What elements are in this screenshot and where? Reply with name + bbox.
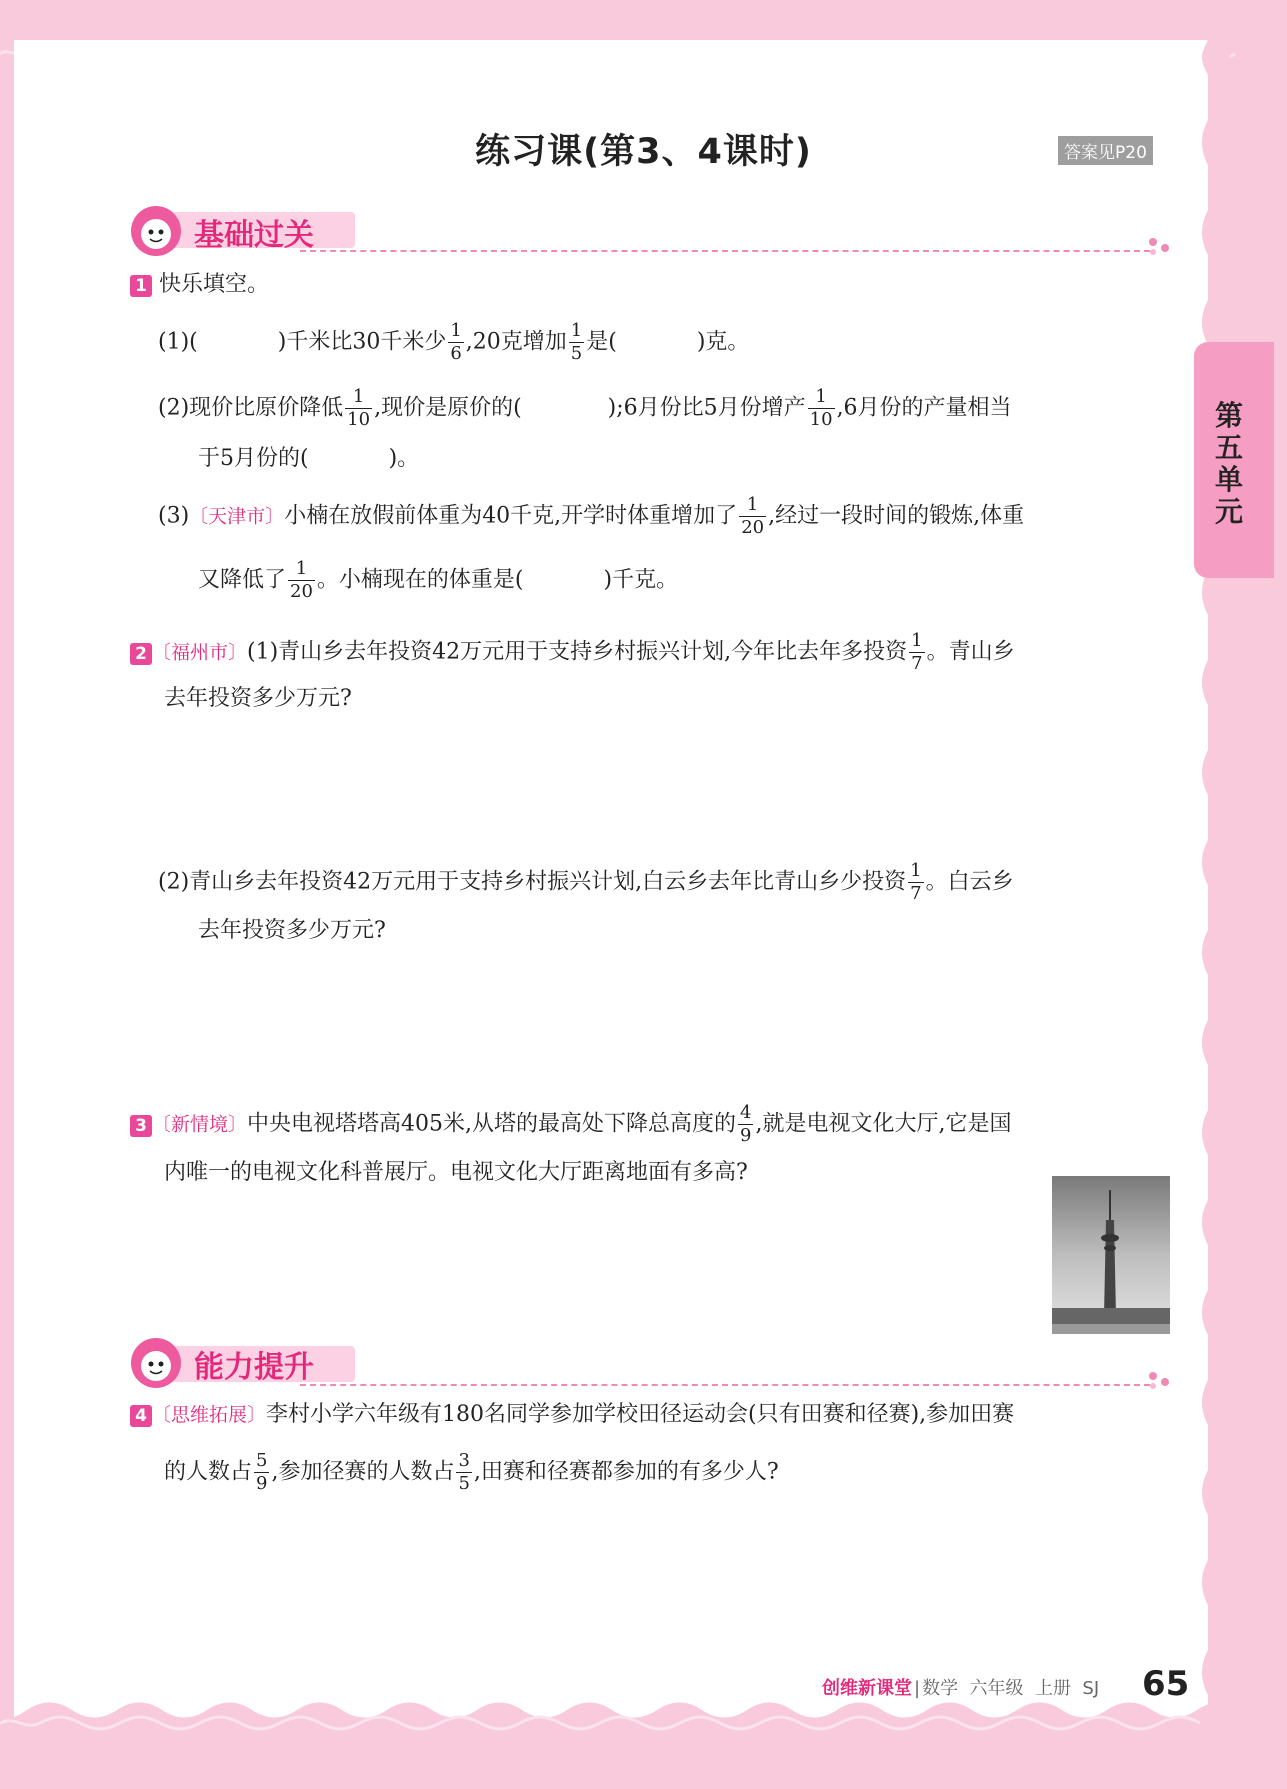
question-2-part-2-cont <box>198 914 386 948</box>
text: 。小楠现在的体重是( <box>316 567 524 593</box>
fraction <box>909 630 924 675</box>
text: 。白云乡 <box>925 869 1014 895</box>
dots-decoration <box>1145 236 1175 256</box>
denominator: 5 <box>570 343 583 364</box>
text: )。 <box>388 446 420 471</box>
fraction <box>738 1102 753 1147</box>
footer-book-info: 数学 六年级 上册 SJ <box>922 1678 1100 1699</box>
question-1-heading <box>130 268 269 302</box>
question-1-title: 快乐填空。 <box>159 272 270 297</box>
text: 的人数占 <box>164 1459 253 1485</box>
source-tag: 〔思维拓展〕 <box>152 1404 267 1426</box>
text: 。青山乡 <box>926 639 1015 665</box>
answer-reference-badge: 答案见P20 <box>1058 136 1153 165</box>
right-wave-border <box>1190 40 1230 1740</box>
text: ,经过一段时间的锻炼,体重 <box>768 503 1025 529</box>
denominator: 10 <box>347 409 371 430</box>
section-basic-title: 基础过关 <box>194 218 314 253</box>
numerator: 1 <box>345 386 372 409</box>
question-1-part-2-cont <box>198 442 419 476</box>
denominator: 7 <box>911 653 923 674</box>
denominator: 6 <box>450 343 462 364</box>
text: (2)青山乡去年投资42万元用于支持乡村振兴计划,白云乡去年比青山乡少投资 <box>158 869 907 895</box>
denominator: 9 <box>256 1473 268 1494</box>
page-title: 练习课(第3、4课时) <box>475 132 812 172</box>
bottom-wave-border <box>0 1695 1287 1789</box>
mascot-icon <box>128 204 184 258</box>
fraction <box>254 1450 269 1495</box>
text: 去年投资多少万元? <box>198 918 386 943</box>
fraction <box>808 386 835 431</box>
denominator: 9 <box>740 1125 752 1146</box>
fraction <box>456 1450 471 1495</box>
question-2-number: 2 <box>130 643 152 665</box>
text: ,参加径赛的人数占 <box>271 1459 455 1485</box>
text: (1)青山乡去年投资42万元用于支持乡村振兴计划,今年比去年多投资 <box>247 639 908 665</box>
text: ,田赛和径赛都参加的有多少人? <box>473 1459 779 1485</box>
text: ,现价是原价的( <box>374 395 522 421</box>
section-divider <box>300 250 1150 252</box>
source-tag: 〔福州市〕 <box>152 641 248 664</box>
text: 又降低了 <box>198 567 287 593</box>
numerator: 1 <box>808 386 835 409</box>
fraction <box>739 494 766 539</box>
question-1-part-2 <box>158 386 1012 431</box>
question-3-number: 3 <box>130 1115 152 1137</box>
numerator: 1 <box>911 630 923 651</box>
text: )克。 <box>696 329 750 355</box>
numerator: 1 <box>450 320 462 341</box>
text: (3) <box>158 503 190 529</box>
text: (1)( <box>158 329 198 355</box>
numerator: 1 <box>739 494 766 517</box>
text: 内唯一的电视文化科普展厅。电视文化大厅距离地面有多高? <box>164 1160 748 1185</box>
text: 小楠在放假前体重为40千克,开学时体重增加了 <box>284 503 738 529</box>
question-1-number: 1 <box>130 275 152 297</box>
text: ,就是电视文化大厅,它是国 <box>755 1111 1012 1137</box>
text: ,6月份的产量相当 <box>836 395 1012 421</box>
fraction <box>569 320 584 365</box>
text: 于5月份的( <box>198 446 309 471</box>
question-4-cont <box>164 1450 779 1495</box>
text: 李村小学六年级有180名同学参加学校田径运动会(只有田赛和径赛),参加田赛 <box>266 1402 1015 1427</box>
fraction <box>345 386 372 431</box>
unit-side-tab-label: 第五单元 <box>1214 399 1243 528</box>
fraction <box>288 558 315 603</box>
question-3 <box>130 1102 1011 1147</box>
answer-area-q2-1[interactable] <box>164 720 1164 840</box>
mascot-icon <box>128 1336 184 1390</box>
text: ,20克增加 <box>465 329 567 355</box>
question-2-part-2 <box>158 860 1014 905</box>
question-3-cont <box>164 1156 748 1190</box>
footer-info <box>822 1674 1099 1700</box>
text: (2)现价比原价降低 <box>158 395 344 421</box>
denominator: 20 <box>290 581 313 602</box>
numerator: 1 <box>570 320 583 341</box>
fraction <box>908 860 923 905</box>
denominator: 10 <box>809 409 833 430</box>
source-tag: 〔新情境〕 <box>152 1113 248 1136</box>
text: 去年投资多少万元? <box>164 686 352 711</box>
question-4-number: 4 <box>130 1405 152 1427</box>
fraction <box>448 320 463 365</box>
footer-separator: | <box>914 1678 921 1699</box>
text: )千克。 <box>603 567 679 593</box>
text: );6月份比5月份增产 <box>607 395 806 421</box>
denominator: 20 <box>741 517 765 538</box>
section-divider <box>300 1384 1150 1386</box>
numerator: 1 <box>910 860 922 881</box>
numerator: 5 <box>256 1450 268 1471</box>
dots-decoration <box>1145 1370 1175 1390</box>
numerator: 4 <box>740 1102 752 1123</box>
question-1-part-1 <box>158 320 749 365</box>
numerator: 1 <box>288 558 315 581</box>
section-advanced-title: 能力提升 <box>194 1350 314 1385</box>
text: 是( <box>586 329 617 355</box>
tv-tower-photo <box>1052 1176 1170 1334</box>
denominator: 7 <box>910 883 922 904</box>
footer-brand: 创维新课堂 <box>822 1678 912 1699</box>
answer-area-q4[interactable] <box>164 1500 1164 1660</box>
source-tag: 〔天津市〕 <box>189 505 285 528</box>
page-number: 65 <box>1142 1664 1190 1704</box>
question-2-part-1-cont <box>164 682 352 716</box>
denominator: 5 <box>458 1473 470 1494</box>
answer-area-q2-2[interactable] <box>164 950 1164 1100</box>
text: 中央电视塔塔高405米,从塔的最高处下降总高度的 <box>247 1111 737 1137</box>
question-1-part-3 <box>158 494 1024 539</box>
question-2-part-1 <box>130 630 1015 675</box>
text: )千米比30千米少 <box>277 329 447 355</box>
numerator: 3 <box>458 1450 470 1471</box>
question-1-part-3-cont <box>198 558 678 603</box>
question-4 <box>130 1398 1014 1432</box>
